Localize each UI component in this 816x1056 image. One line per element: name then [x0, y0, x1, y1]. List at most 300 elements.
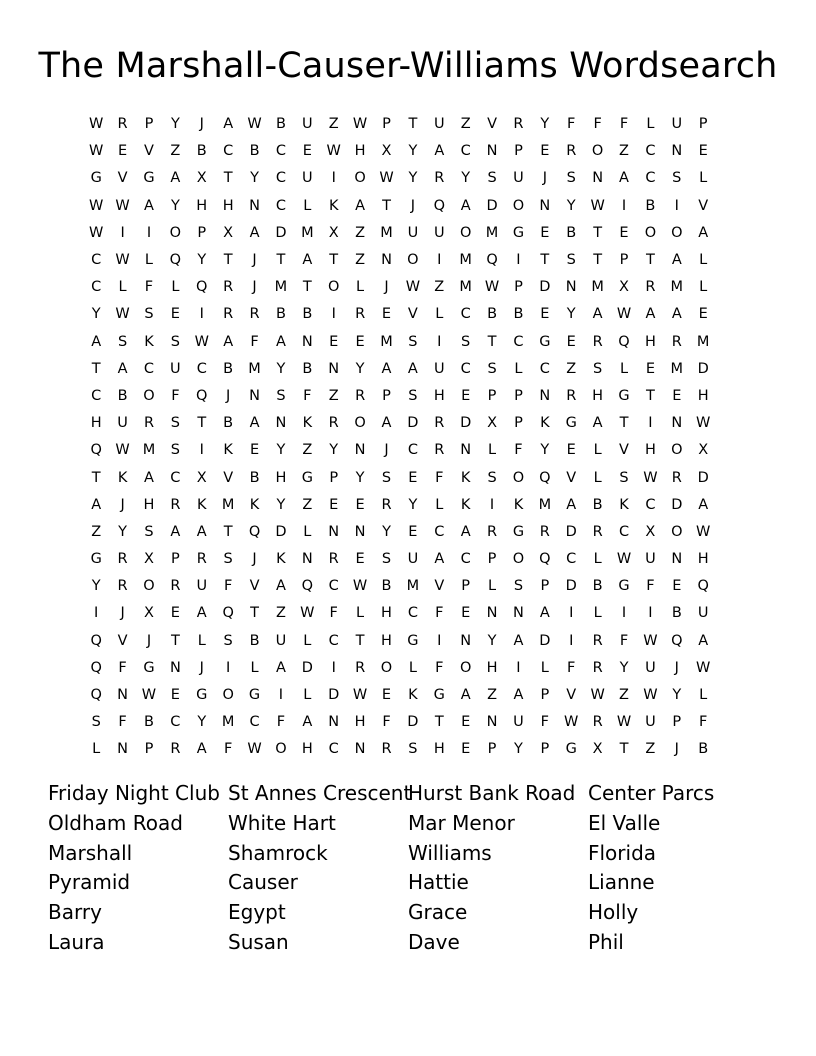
grid-letter: H: [486, 659, 498, 676]
grid-letter: Z: [434, 279, 445, 296]
grid-letter: J: [674, 659, 679, 676]
grid-letter: O: [169, 224, 182, 241]
grid-letter: R: [170, 741, 181, 758]
word-list-item: Causer: [228, 870, 298, 895]
grid-letter: L: [435, 306, 444, 323]
grid-letter: M: [459, 252, 472, 269]
grid-letter: A: [249, 224, 260, 241]
grid-row: [83, 111, 743, 138]
word-list-item: Florida: [588, 840, 657, 865]
grid-letter: L: [699, 279, 708, 296]
grid-letter: M: [406, 578, 420, 595]
grid-letter: R: [223, 279, 234, 296]
grid-letter: T: [593, 252, 603, 269]
grid-letter: T: [223, 523, 233, 540]
grid-letter: V: [434, 578, 445, 595]
grid-letter: Z: [645, 741, 656, 758]
grid-letter: F: [329, 605, 338, 622]
grid-letter: O: [512, 551, 525, 568]
grid-letter: C: [407, 442, 418, 459]
grid-letter: S: [170, 415, 180, 432]
grid-letter: E: [355, 333, 365, 350]
grid-letter: O: [644, 224, 657, 241]
grid-letter: T: [276, 252, 286, 269]
grid-letter: W: [643, 469, 658, 486]
grid-letter: B: [645, 197, 656, 214]
grid-letter: R: [539, 523, 550, 540]
grid-letter: S: [91, 714, 101, 731]
grid-letter: I: [516, 659, 521, 676]
grid-letter: T: [382, 197, 391, 214]
grid-letter: T: [408, 116, 418, 133]
grid-letter: M: [485, 224, 499, 241]
grid-letter: W: [405, 279, 421, 296]
grid-letter: Z: [170, 143, 181, 160]
grid-letter: W: [696, 523, 711, 540]
grid-letter: Q: [222, 605, 234, 622]
grid-letter: A: [698, 496, 709, 513]
grid-letter: L: [593, 442, 602, 459]
grid-letter: E: [381, 306, 392, 323]
grid-letter: T: [91, 360, 101, 377]
grid-letter: A: [460, 523, 471, 540]
grid-row: [83, 709, 743, 736]
grid-letter: G: [565, 741, 577, 758]
grid-letter: W: [590, 197, 605, 214]
grid-letter: M: [696, 333, 710, 350]
grid-letter: F: [144, 279, 154, 296]
grid-letter: T: [645, 252, 655, 269]
grid-letter: N: [486, 605, 498, 622]
grid-letter: L: [699, 170, 708, 187]
grid-letter: H: [433, 741, 445, 758]
grid-letter: X: [328, 224, 339, 241]
grid-letter: C: [539, 360, 550, 377]
grid-letter: C: [328, 578, 339, 595]
grid-letter: V: [698, 197, 709, 214]
word-list-item: Grace: [408, 900, 468, 925]
grid-letter: L: [356, 605, 365, 622]
grid-letter: V: [487, 116, 498, 133]
grid-letter: P: [144, 741, 154, 758]
grid-letter: L: [171, 279, 180, 296]
grid-letter: F: [382, 714, 391, 731]
grid-letter: K: [249, 496, 260, 513]
grid-letter: I: [437, 333, 442, 350]
grid-letter: C: [275, 143, 286, 160]
grid-letter: S: [276, 387, 286, 404]
grid-letter: W: [643, 632, 658, 649]
grid-letter: C: [170, 469, 181, 486]
grid-letter: M: [248, 360, 261, 377]
grid-letter: K: [619, 496, 629, 513]
grid-letter: T: [223, 170, 233, 187]
word-list-item: Marshall: [48, 840, 133, 865]
grid-letter: B: [592, 578, 603, 595]
grid-letter: U: [697, 605, 709, 622]
grid-letter: G: [618, 578, 630, 595]
grid-letter: R: [434, 442, 445, 459]
grid-letter: H: [381, 632, 392, 649]
grid-letter: N: [565, 279, 577, 296]
grid-letter: B: [223, 360, 234, 377]
grid-letter: J: [410, 197, 416, 214]
grid-row: [83, 682, 743, 709]
grid-letter: C: [460, 306, 471, 323]
grid-letter: N: [486, 714, 498, 731]
grid-letter: A: [592, 306, 603, 323]
grid-letter: K: [460, 496, 471, 513]
grid-letter: A: [434, 551, 445, 568]
grid-letter: B: [249, 632, 260, 649]
grid-letter: A: [275, 578, 286, 595]
grid-letter: A: [671, 306, 682, 323]
grid-letter: R: [381, 741, 392, 758]
grid-letter: E: [619, 224, 629, 241]
grid-letter: I: [648, 415, 653, 432]
grid-letter: F: [619, 632, 629, 649]
grid-letter: H: [433, 387, 445, 404]
grid-letter: D: [539, 632, 551, 649]
grid-letter: Y: [91, 306, 101, 323]
grid-letter: Z: [275, 605, 286, 622]
grid-letter: A: [144, 469, 154, 486]
grid-letter: W: [616, 306, 632, 323]
grid-letter: V: [144, 143, 154, 160]
grid-letter: P: [144, 116, 154, 133]
grid-letter: D: [275, 523, 287, 540]
grid-letter: F: [223, 741, 233, 758]
grid-letter: A: [539, 605, 550, 622]
grid-letter: L: [593, 605, 602, 622]
grid-letter: R: [328, 551, 339, 568]
grid-letter: S: [144, 523, 154, 540]
grid-letter: N: [539, 197, 551, 214]
grid-letter: W: [379, 170, 394, 187]
grid-letter: U: [433, 116, 445, 133]
grid-letter: W: [89, 224, 104, 241]
grid-letter: T: [197, 415, 207, 432]
grid-letter: T: [250, 605, 259, 622]
grid-letter: S: [408, 387, 418, 404]
grid-letter: I: [437, 252, 442, 269]
grid-letter: C: [275, 197, 286, 214]
grid-letter: H: [354, 714, 366, 731]
grid-letter: P: [487, 387, 497, 404]
grid-letter: C: [196, 360, 207, 377]
grid-letter: F: [619, 116, 629, 133]
grid-letter: I: [331, 306, 336, 323]
grid-letter: W: [564, 714, 579, 731]
grid-letter: O: [222, 687, 234, 704]
grid-letter: A: [460, 687, 471, 704]
grid-letter: A: [381, 360, 392, 377]
grid-letter: C: [143, 360, 155, 377]
grid-letter: G: [618, 387, 630, 404]
grid-row: [83, 655, 743, 682]
grid-letter: E: [540, 224, 550, 241]
grid-letter: N: [328, 523, 340, 540]
grid-letter: U: [433, 360, 445, 377]
grid-letter: R: [592, 714, 603, 731]
grid-letter: A: [698, 632, 709, 649]
grid-letter: I: [674, 197, 679, 214]
grid-letter: J: [120, 605, 125, 622]
grid-letter: Z: [619, 143, 629, 160]
grid-letter: W: [115, 442, 130, 459]
grid-letter: L: [303, 687, 312, 704]
grid-row: [83, 492, 743, 519]
grid-letter: N: [354, 741, 366, 758]
word-list-item: Hurst Bank Road: [408, 781, 576, 805]
grid-letter: R: [249, 306, 260, 323]
grid-letter: R: [671, 333, 682, 350]
grid-letter: M: [301, 224, 314, 241]
grid-letter: X: [144, 605, 154, 622]
grid-row: [83, 464, 743, 491]
grid-letter: E: [566, 442, 576, 459]
grid-letter: Q: [301, 578, 314, 595]
grid-row: [83, 546, 743, 573]
grid-letter: U: [170, 360, 181, 377]
grid-letter: C: [645, 496, 656, 513]
grid-letter: R: [355, 659, 366, 676]
grid-letter: R: [645, 279, 656, 296]
grid-letter: C: [328, 632, 339, 649]
grid-letter: S: [566, 170, 576, 187]
grid-letter: R: [381, 496, 392, 513]
grid-letter: Q: [90, 687, 102, 704]
grid-letter: H: [222, 197, 234, 214]
grid-letter: Z: [487, 687, 498, 704]
grid-letter: M: [670, 360, 684, 377]
grid-letter: Z: [355, 224, 366, 241]
grid-letter: N: [354, 442, 366, 459]
grid-letter: A: [196, 741, 207, 758]
grid-letter: J: [542, 170, 547, 187]
grid-letter: M: [670, 279, 684, 296]
grid-letter: B: [302, 306, 313, 323]
grid-letter: A: [223, 116, 234, 133]
grid-letter: N: [460, 632, 472, 649]
grid-letter: A: [381, 415, 392, 432]
grid-letter: S: [170, 442, 180, 459]
grid-letter: X: [223, 224, 234, 241]
grid-letter: J: [226, 387, 231, 404]
grid-letter: A: [91, 496, 102, 513]
grid-letter: L: [699, 252, 708, 269]
grid-letter: S: [487, 360, 497, 377]
grid-letter: E: [249, 442, 260, 459]
page-title: The Marshall-Causer-Williams Wordsearch: [38, 46, 778, 86]
grid-letter: V: [117, 632, 128, 649]
grid-letter: W: [89, 116, 104, 133]
grid-letter: J: [384, 279, 389, 296]
grid-letter: A: [407, 360, 418, 377]
grid-letter: Y: [250, 170, 259, 187]
grid-letter: B: [275, 306, 286, 323]
grid-letter: F: [223, 578, 233, 595]
word-list-item: Holly: [588, 900, 639, 925]
grid-letter: R: [117, 578, 128, 595]
grid-letter: W: [696, 659, 711, 676]
word-list-item: Lianne: [588, 870, 655, 895]
grid-letter: K: [408, 687, 418, 704]
grid-letter: R: [566, 143, 577, 160]
grid-letter: S: [461, 333, 471, 350]
grid-letter: P: [382, 387, 391, 404]
grid-letter: K: [144, 333, 154, 350]
grid-letter: F: [118, 659, 127, 676]
grid-letter: G: [512, 224, 525, 241]
word-list-item: Williams: [408, 840, 492, 865]
grid-letter: A: [645, 306, 656, 323]
grid-letter: S: [487, 170, 497, 187]
grid-letter: M: [538, 496, 552, 513]
grid-letter: G: [301, 469, 313, 486]
grid-letter: V: [566, 469, 577, 486]
grid-letter: F: [567, 116, 576, 133]
grid-letter: B: [513, 306, 524, 323]
grid-letter: C: [91, 252, 102, 269]
grid-letter: G: [143, 170, 155, 187]
grid-letter: A: [249, 415, 260, 432]
grid-row: [83, 193, 743, 220]
grid-letter: A: [592, 415, 603, 432]
word-list-item: Hattie: [408, 870, 469, 895]
grid-letter: L: [408, 659, 417, 676]
grid-letter: W: [326, 143, 341, 160]
grid-letter: N: [117, 741, 129, 758]
grid-letter: R: [328, 415, 339, 432]
grid-letter: Y: [540, 442, 550, 459]
grid-letter: E: [461, 605, 471, 622]
grid-letter: W: [484, 279, 500, 296]
grid-letter: W: [616, 714, 632, 731]
grid-letter: Y: [197, 714, 207, 731]
word-list-item: Dave: [408, 929, 460, 954]
grid-letter: O: [512, 469, 525, 486]
letter-grid: [83, 111, 743, 764]
grid-letter: A: [513, 632, 524, 649]
grid-letter: X: [196, 469, 207, 486]
grid-letter: R: [566, 387, 577, 404]
grid-letter: A: [223, 333, 234, 350]
grid-letter: Y: [540, 116, 550, 133]
grid-letter: W: [590, 687, 605, 704]
grid-letter: W: [115, 197, 130, 214]
grid-letter: Y: [329, 442, 339, 459]
grid-row: [83, 628, 743, 655]
grid-letter: F: [276, 714, 286, 731]
grid-letter: Y: [487, 632, 497, 649]
grid-letter: Y: [408, 496, 418, 513]
grid-letter: C: [249, 714, 260, 731]
grid-letter: A: [196, 605, 207, 622]
grid-letter: W: [352, 687, 368, 704]
grid-letter: A: [619, 170, 629, 187]
grid-letter: A: [355, 197, 366, 214]
grid-letter: L: [619, 360, 629, 377]
grid-letter: M: [459, 279, 472, 296]
grid-letter: L: [144, 252, 154, 269]
grid-letter: J: [252, 279, 257, 296]
grid-letter: S: [672, 170, 682, 187]
grid-letter: W: [141, 687, 157, 704]
grid-letter: C: [645, 170, 656, 187]
grid-letter: F: [435, 469, 444, 486]
grid-letter: O: [512, 197, 525, 214]
grid-letter: U: [645, 714, 656, 731]
grid-letter: A: [566, 496, 577, 513]
grid-letter: M: [142, 442, 156, 459]
grid-letter: H: [592, 387, 604, 404]
grid-letter: A: [117, 360, 128, 377]
grid-letter: I: [120, 224, 125, 241]
grid-letter: B: [249, 469, 260, 486]
grid-letter: L: [435, 496, 444, 513]
grid-letter: N: [249, 197, 260, 214]
grid-row: [83, 736, 743, 763]
grid-letter: M: [221, 714, 235, 731]
grid-letter: Y: [566, 306, 576, 323]
grid-letter: I: [331, 659, 336, 676]
grid-letter: E: [329, 496, 339, 513]
grid-row: [83, 600, 743, 627]
grid-letter: C: [460, 360, 471, 377]
grid-letter: R: [355, 306, 366, 323]
grid-letter: A: [275, 659, 286, 676]
grid-letter: C: [513, 333, 524, 350]
grid-letter: E: [170, 687, 180, 704]
grid-letter: R: [592, 333, 603, 350]
grid-letter: C: [460, 143, 471, 160]
grid-letter: H: [196, 197, 208, 214]
grid-letter: K: [460, 469, 471, 486]
grid-letter: B: [117, 387, 128, 404]
grid-letter: Y: [276, 442, 286, 459]
grid-letter: C: [618, 523, 630, 540]
grid-letter: A: [144, 197, 154, 214]
grid-letter: S: [381, 469, 392, 486]
grid-row: [83, 329, 743, 356]
grid-letter: W: [696, 415, 711, 432]
grid-letter: E: [302, 143, 312, 160]
grid-letter: L: [303, 523, 312, 540]
grid-letter: V: [566, 687, 577, 704]
grid-letter: R: [196, 551, 207, 568]
grid-letter: X: [619, 279, 629, 296]
word-list-item: Laura: [48, 929, 105, 954]
grid-letter: Q: [90, 659, 102, 676]
grid-letter: Q: [433, 197, 445, 214]
grid-letter: Z: [91, 523, 102, 540]
grid-letter: S: [487, 469, 497, 486]
grid-letter: Y: [170, 116, 180, 133]
grid-letter: P: [170, 551, 180, 568]
grid-letter: C: [460, 551, 471, 568]
grid-letter: U: [117, 415, 128, 432]
grid-letter: O: [354, 170, 366, 187]
grid-letter: N: [249, 387, 260, 404]
grid-letter: N: [460, 442, 472, 459]
grid-letter: M: [380, 333, 393, 350]
grid-letter: W: [352, 578, 368, 595]
grid-letter: X: [698, 442, 709, 459]
grid-letter: Q: [196, 279, 208, 296]
grid-letter: Y: [355, 469, 365, 486]
grid-letter: Y: [461, 170, 471, 187]
